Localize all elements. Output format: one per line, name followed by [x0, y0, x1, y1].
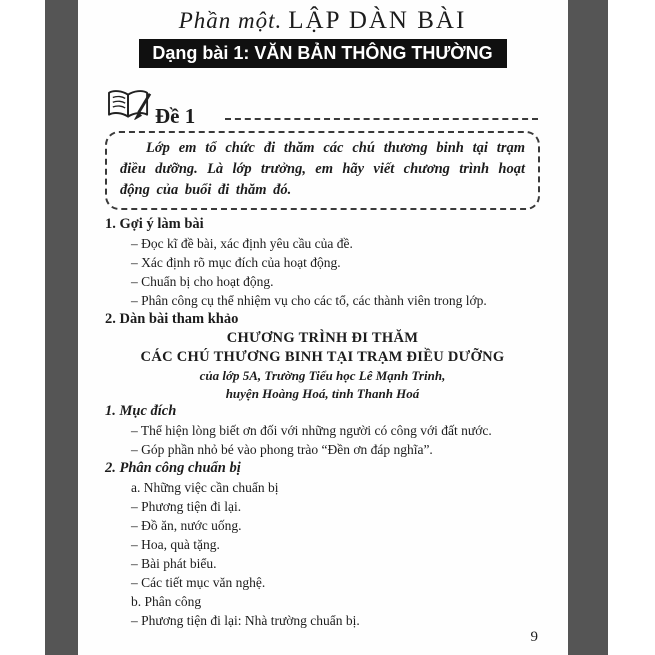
dashed-rule [225, 118, 538, 120]
list-item: – Xác định rõ mục đích của hoạt động. [131, 255, 341, 270]
program-subtitle-line-2: huyện Hoàng Hoá, tỉnh Thanh Hoá [225, 385, 420, 401]
list-item: – Phân công cụ thể nhiệm vụ cho các tổ, các thành viên trong lớp. [131, 293, 487, 308]
open-book-with-pen-icon [105, 88, 153, 128]
exercise-prompt-box: Lớp em tổ chức đi thăm các chú thương binh tại trạm điều dưỡng. Là lớp trưởng, em hãy viết chương trình hoạt động của buổi đi thăm đó. [105, 131, 540, 210]
subheading-a: a. Những việc cần chuẩn bị [131, 480, 279, 495]
book-page [78, 0, 568, 655]
heading-phan-cong-chuan-bi: 2. Phân công chuẩn bị [105, 460, 241, 476]
list-item: – Bài phát biểu. [131, 556, 217, 571]
program-title-line-1: CHƯƠNG TRÌNH ĐI THĂM [226, 330, 419, 346]
list-item: – Hoa, quà tặng. [131, 537, 220, 552]
program-title-line-2: CÁC CHÚ THƯƠNG BINH TẠI TRẠM ĐIỀU DƯỠNG [140, 349, 505, 365]
subheading-b: b. Phân công [131, 594, 202, 609]
list-item: – Phương tiện đi lại: Nhà trường chuẩn bị. [131, 613, 360, 628]
list-item: – Phương tiện đi lại. [131, 499, 242, 514]
heading-muc-dich: 1. Mục đích [105, 403, 177, 419]
list-item: – Chuẩn bị cho hoạt động. [131, 274, 274, 289]
lesson-type-banner: Dạng bài 1: VĂN BẢN THÔNG THƯỜNG [139, 39, 507, 68]
page-number: 9 [530, 629, 538, 645]
left-gray-band [45, 0, 81, 655]
heading-goi-y-lam-bai: 1. Gợi ý làm bài [105, 216, 204, 232]
list-item: – Đồ ăn, nước uống. [131, 518, 242, 533]
exercise-label: Đề 1 [155, 104, 196, 128]
list-item: – Các tiết mục văn nghệ. [131, 575, 266, 590]
list-item: – Đọc kĩ đề bài, xác định yêu cầu của đề. [131, 236, 353, 251]
list-item: – Góp phần nhỏ bé vào phong trào “Đền ơn đáp nghĩa”. [131, 442, 433, 457]
list-item: – Thể hiện lòng biết ơn đối với những người có công với đất nước. [131, 423, 492, 438]
part-title-text: LẬP DÀN BÀI [288, 7, 467, 34]
right-gray-band [568, 0, 608, 655]
heading-dan-bai-tham-khao: 2. Dàn bài tham khảo [105, 311, 239, 327]
part-label-script: Phần một. [178, 8, 283, 33]
part-title [105, 7, 540, 35]
outline-content [105, 215, 540, 630]
exercise-header-row [105, 84, 540, 128]
program-subtitle-line-1: của lớp 5A, Trường Tiểu học Lê Mạnh Trinh, [199, 368, 446, 383]
